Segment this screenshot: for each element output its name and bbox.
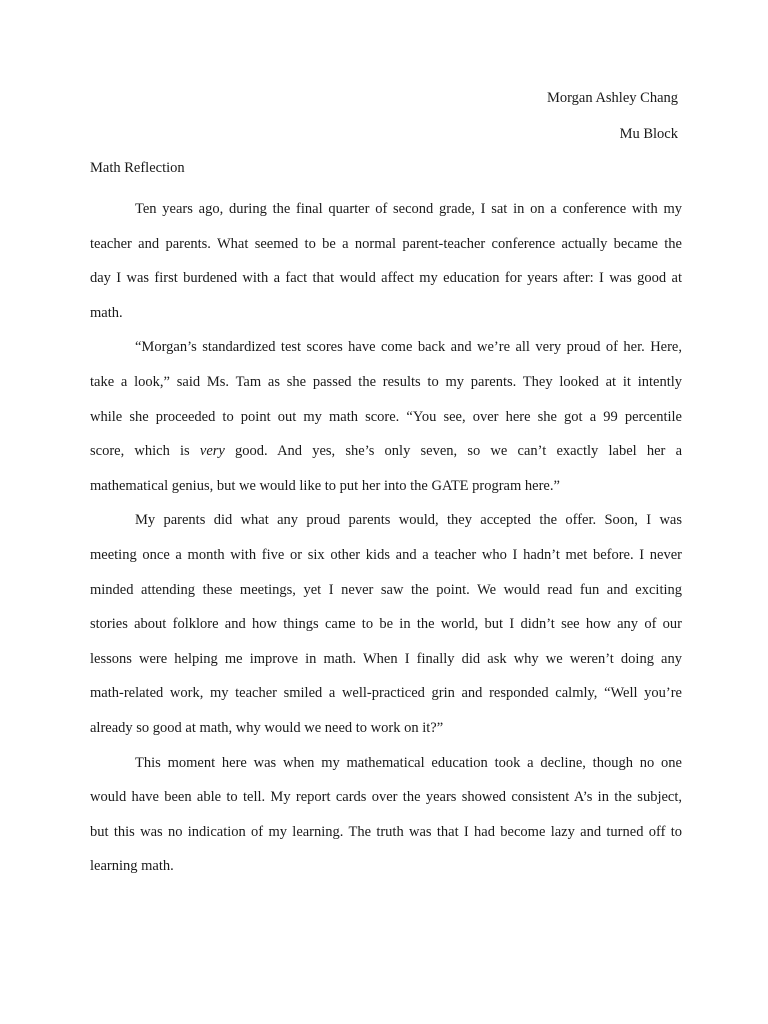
text-line: already so good at math, why would we need to work on it?” xyxy=(90,719,444,736)
text-line: learning math. xyxy=(90,858,174,875)
paragraph-3 xyxy=(90,503,682,745)
text-line: minded attending these meetings, yet I never saw the point. We would read fun and exciting xyxy=(90,581,682,598)
paragraph-1 xyxy=(90,192,682,330)
text-line: but this was no indication of my learning. The truth was that I had become lazy and turned off to xyxy=(90,823,682,840)
text-line: take a look,” said Ms. Tam as she passed the results to my parents. They looked at it intently xyxy=(90,373,682,390)
text-line: while she proceeded to point out my math score. “You see, over here she got a 99 percentile xyxy=(90,408,682,425)
paragraph-4 xyxy=(90,746,682,884)
text-line: day I was first burdened with a fact that would affect my education for years after: I was good at xyxy=(90,270,682,287)
essay-body xyxy=(90,192,682,884)
text-line: teacher and parents. What seemed to be a normal parent-teacher conference actually became the xyxy=(90,235,682,252)
text-line: lessons were helping me improve in math. When I finally did ask why we weren’t doing any xyxy=(90,650,682,667)
text-line: math. xyxy=(90,304,123,321)
text-line: score, which is very good. And yes, she’s only seven, so we can’t exactly label her a xyxy=(90,443,683,460)
text-line: would have been able to tell. My report cards over the years showed consistent A’s in the subject, xyxy=(90,789,682,806)
text-line: My parents did what any proud parents would, they accepted the offer. Soon, I was xyxy=(135,512,682,529)
text-line: mathematical genius, but we would like to put her into the GATE program here.” xyxy=(90,477,560,494)
text-line: math-related work, my teacher smiled a well-practiced grin and responded calmly, “Well you’re xyxy=(90,685,682,702)
text-line: “Morgan’s standardized test scores have come back and we’re all very proud of her. Here, xyxy=(135,339,682,356)
author-name: Morgan Ashley Chang xyxy=(546,90,678,106)
class-block: Mu Block xyxy=(619,126,678,142)
emphasis-word: very xyxy=(199,443,225,460)
text-line: stories about folklore and how things came to be in the world, but I didn’t see how any of our xyxy=(90,616,682,633)
document-title: Math Reflection xyxy=(90,160,185,176)
text-line: meeting once a month with five or six other kids and a teacher who I hadn’t met before. I never xyxy=(90,546,682,563)
text-line: This moment here was when my mathematical education took a decline, though no one xyxy=(135,754,682,771)
text-line: Ten years ago, during the final quarter of second grade, I sat in on a conference with my xyxy=(135,201,682,217)
paragraph-2 xyxy=(90,330,682,503)
